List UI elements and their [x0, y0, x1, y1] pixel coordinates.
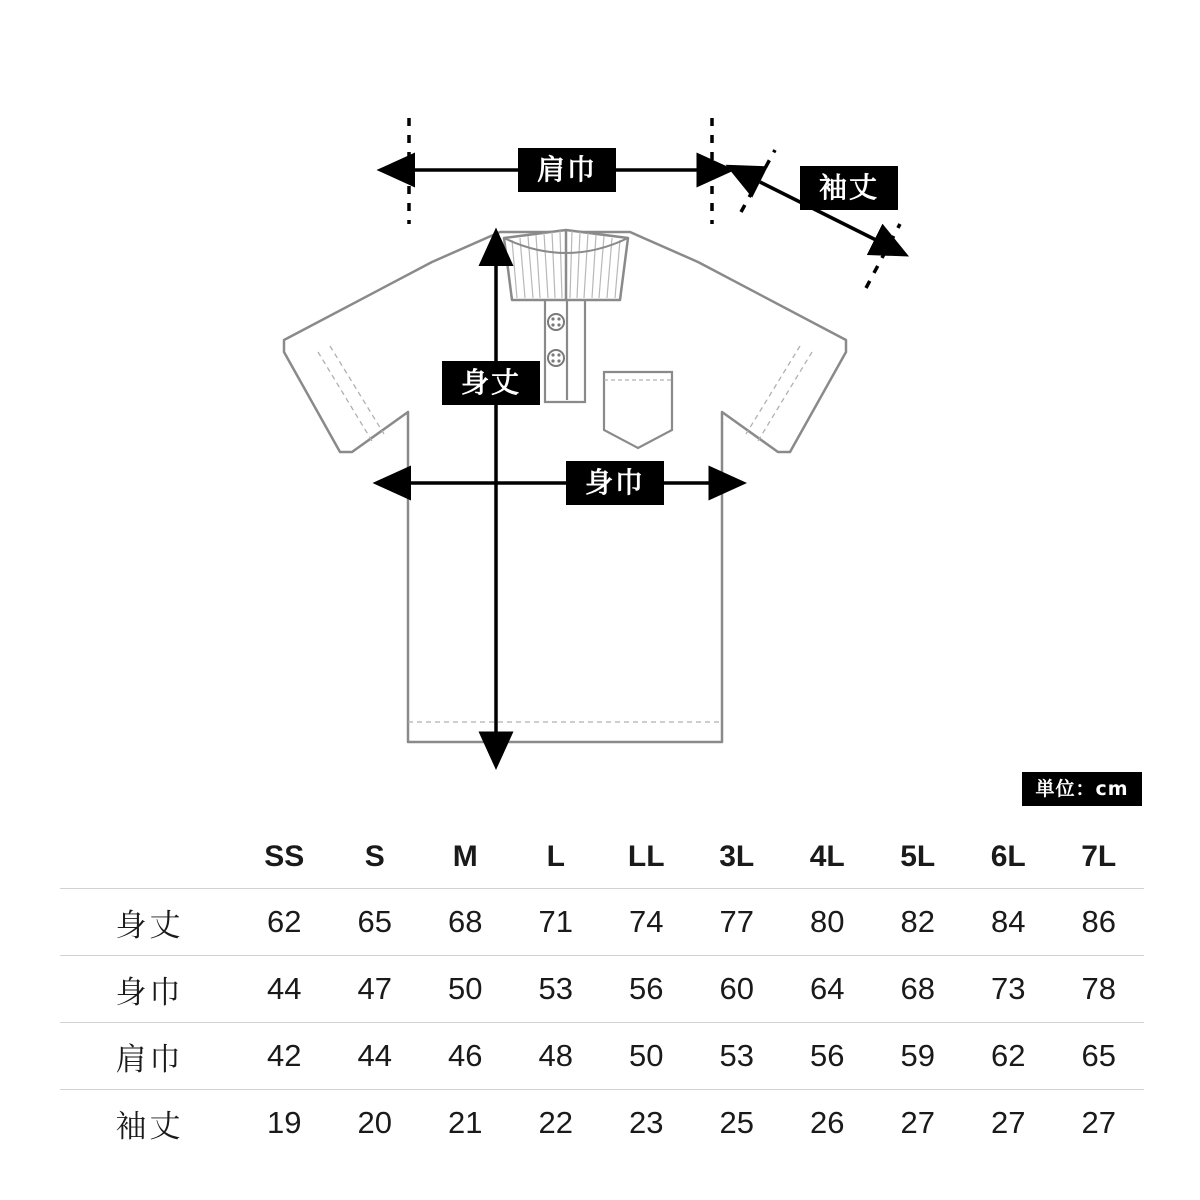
- table-cell: 77: [719, 904, 754, 939]
- table-cell: 74: [628, 904, 664, 939]
- table-cell: 47: [357, 971, 392, 1006]
- table-row: [60, 1023, 1144, 1090]
- table-corner-cell: [60, 826, 239, 889]
- table-header-row: [60, 826, 1144, 889]
- table-cell: 68: [900, 971, 935, 1006]
- table-cell: 78: [1081, 971, 1116, 1006]
- row-header: 袖丈: [115, 1108, 184, 1145]
- table-cell: 46: [447, 1038, 483, 1073]
- row-header: 身丈: [115, 907, 184, 944]
- label-body-width: 身巾: [566, 461, 664, 505]
- table-cell: 42: [266, 1038, 302, 1073]
- label-shoulder-width: 肩巾: [518, 148, 616, 192]
- table-cell: 50: [447, 971, 483, 1006]
- table-cell: 64: [809, 971, 845, 1006]
- table-cell: 44: [357, 1038, 392, 1073]
- table-cell: 82: [900, 904, 935, 939]
- table-cell: 62: [266, 904, 302, 939]
- table-cell: 23: [628, 1105, 664, 1140]
- table-row: [60, 956, 1144, 1023]
- column-header: LL: [601, 826, 692, 889]
- table-cell: 26: [809, 1105, 845, 1140]
- table-cell: 84: [990, 904, 1026, 939]
- table-cell: 19: [266, 1105, 302, 1140]
- column-header: SS: [239, 826, 330, 889]
- table-cell: 27: [990, 1105, 1026, 1140]
- column-header: 4L: [782, 826, 873, 889]
- table-cell: 22: [538, 1105, 573, 1140]
- table-cell: 25: [719, 1105, 754, 1140]
- table-cell: 56: [628, 971, 664, 1006]
- column-header: S: [329, 826, 420, 889]
- table-cell: 27: [900, 1105, 935, 1140]
- table-cell: 73: [990, 971, 1026, 1006]
- table-cell: 21: [447, 1105, 483, 1140]
- table-row: [60, 889, 1144, 956]
- table-cell: 65: [357, 904, 392, 939]
- table-cell: 65: [1081, 1038, 1116, 1073]
- table-cell: 56: [809, 1038, 845, 1073]
- size-table: [60, 826, 1144, 1156]
- table-cell: 68: [447, 904, 483, 939]
- table-cell: 27: [1081, 1105, 1116, 1140]
- column-header: L: [510, 826, 601, 889]
- table-cell: 48: [538, 1038, 573, 1073]
- label-body-length: 身丈: [442, 361, 540, 405]
- table-cell: 50: [628, 1038, 664, 1073]
- row-header: 肩巾: [115, 1041, 184, 1078]
- row-header: 身巾: [115, 974, 184, 1011]
- column-header: 3L: [691, 826, 782, 889]
- label-sleeve-length: 袖丈: [800, 166, 898, 210]
- table-cell: 86: [1081, 904, 1116, 939]
- unit-badge: 単位：cm: [1022, 772, 1142, 806]
- table-row: [60, 1090, 1144, 1157]
- column-header: M: [420, 826, 511, 889]
- column-header: 7L: [1053, 826, 1144, 889]
- table-cell: 60: [719, 971, 754, 1006]
- table-cell: 62: [990, 1038, 1026, 1073]
- table-cell: 53: [538, 971, 573, 1006]
- table-cell: 59: [900, 1038, 935, 1073]
- table-cell: 71: [538, 904, 573, 939]
- column-header: 5L: [872, 826, 963, 889]
- table-cell: 44: [266, 971, 302, 1006]
- table-cell: 20: [357, 1105, 392, 1140]
- table-cell: 80: [809, 904, 845, 939]
- column-header: 6L: [963, 826, 1054, 889]
- table-cell: 53: [719, 1038, 754, 1073]
